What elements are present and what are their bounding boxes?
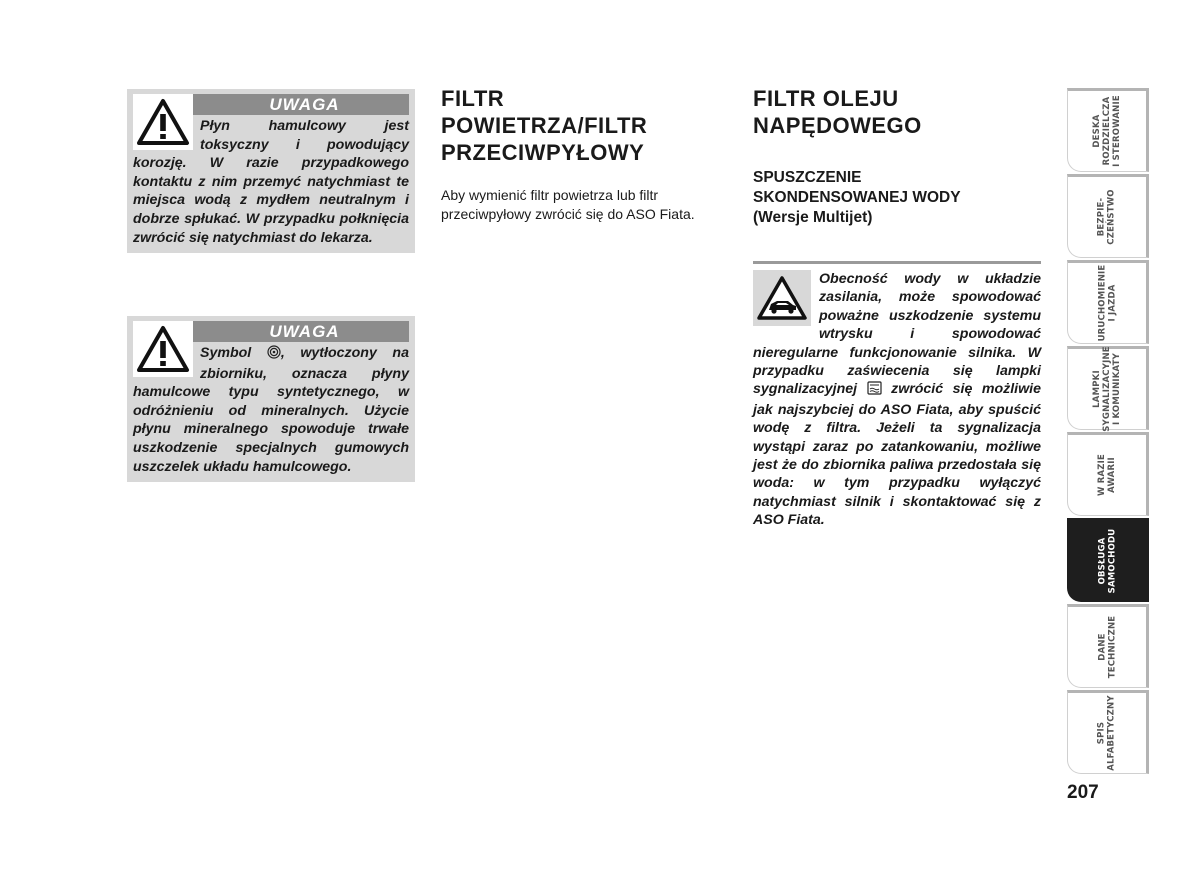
warning-text: Symbol , wytłoczony na zbiorniku, oznacza płyny hamulcowe typu syntetycznego, w odróżnieniu od mineralnych. Użycie płynu mineralnego spowoduje trwałe uszkodzenie specjalnych gumowych uszczelek układu hamulcowego. — [133, 345, 409, 475]
section-subtitle-water-drain: SPUSZCZENIE SKONDENSOWANEJ WODY (Wersje Multijet) — [753, 169, 961, 226]
tab-index[interactable]: SPIS ALFABETYCZNY — [1067, 690, 1149, 774]
tab-car-maintenance[interactable]: OBSŁUGA SAMOCHODU — [1067, 518, 1149, 602]
chapter-tabs — [1067, 88, 1149, 776]
page-number: 207 — [1067, 782, 1099, 803]
warning-box-brake-fluid-type — [127, 316, 415, 482]
water-in-fuel-icon — [867, 381, 882, 400]
warning-heading: UWAGA — [133, 94, 409, 115]
tab-dashboard-controls[interactable]: DESKA ROZDZIELCZA I STEROWANIE — [1067, 88, 1149, 172]
tab-starting-driving[interactable]: URUCHOMIENIE I JAZDA — [1067, 260, 1149, 344]
warning-text: Płyn hamulcowy jest toksyczny i powodujący korozję. W razie przypadkowego kontaktu z nim przemyć natychmiast te miejsca wodą z mydłem neutralnym i dobrze spłukać. W przypadku połknięcia zwrócić się natychmiast do lekarza. — [133, 118, 409, 246]
note-text: Obecność wody w układzie zasilania, może spowodować poważne uszkodzenie systemu wtrysku i spowodować nieregularne funkcjonowanie silnika. W przypadku zaświecenia się lampki sygnalizacyjnej zwrócić się możliwie jak najszybciej do ASO Fiata, aby spuścić wodę z filtra. Jeżeli ta sygnalizacja wystąpi zaraz po zatankowaniu, możliwe jest że do zbiornika paliwa przedostała się woda: w tym przypadku wyłączyć natychmiast silnik i skontaktować się z ASO Fiata. — [753, 271, 1041, 529]
warning-triangle-icon — [133, 321, 193, 377]
section-body-air-filter: Aby wymienić filtr powietrza lub filtr przeciwpyłowy zwrócić się do ASO Fiata. — [441, 187, 695, 222]
note-box-water-in-fuel — [753, 261, 1041, 530]
tab-technical-data[interactable]: DANE TECHNICZNE — [1067, 604, 1149, 688]
tab-warning-lights[interactable]: LAMPKI SYGNALIZACYJNE I KOMUNIKATY — [1067, 346, 1149, 430]
tab-emergency[interactable]: W RAZIE AWARII — [1067, 432, 1149, 516]
warning-heading: UWAGA — [133, 321, 409, 342]
car-warning-icon — [753, 270, 811, 326]
section-title-oil-filter: FILTR OLEJU NAPĘDOWEGO — [753, 86, 922, 138]
warning-triangle-icon — [133, 94, 193, 150]
warning-box-brake-fluid — [127, 89, 415, 253]
brake-fluid-symbol-icon — [267, 345, 281, 365]
tab-safety[interactable]: BEZPIE- CZEŃSTWO — [1067, 174, 1149, 258]
section-title-air-filter: FILTR POWIETRZA/FILTR PRZECIWPYŁOWY — [441, 86, 648, 165]
note-divider — [753, 261, 1041, 264]
